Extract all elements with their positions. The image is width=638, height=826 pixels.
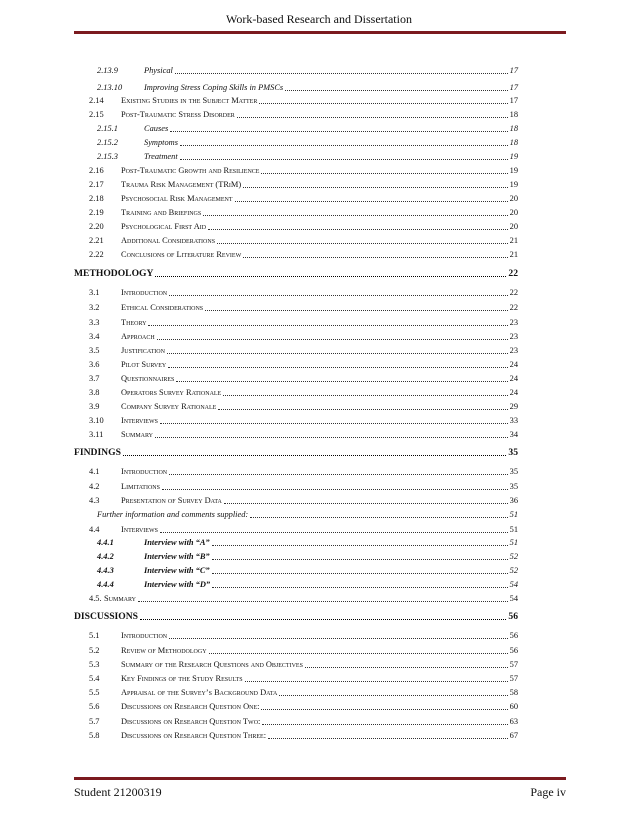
dot-leader (203, 206, 507, 216)
toc-row[interactable] (89, 299, 518, 313)
toc-number: 3.4 (89, 332, 100, 341)
toc-page-number: 23 (509, 332, 518, 341)
dot-leader (160, 523, 508, 533)
toc-number: 2.14 (89, 96, 104, 105)
toc-title: Interviews (121, 525, 158, 534)
toc-title: Causes (144, 124, 169, 133)
toc-title: Discussions on Research Question Two: (121, 717, 261, 726)
toc-row[interactable] (97, 534, 518, 548)
toc-title: Symptoms (144, 138, 178, 147)
toc-row[interactable] (89, 727, 518, 741)
toc-title: Justification (121, 346, 165, 355)
toc-page-number: 58 (509, 688, 518, 697)
toc-number: 3.6 (89, 360, 100, 369)
toc-page-number: 20 (509, 194, 518, 203)
toc-page-number: 56 (508, 611, 518, 622)
dot-leader (250, 508, 507, 518)
toc-title: Appraisal of the Survey’s Background Data (121, 688, 278, 697)
toc-number: 2.15.3 (97, 152, 118, 161)
toc-title: Summary (104, 594, 136, 603)
toc-row[interactable] (89, 328, 518, 342)
toc-number: 2.15 (89, 110, 104, 119)
toc-page-number: 67 (509, 731, 518, 740)
toc-row[interactable] (89, 92, 518, 106)
toc-page-number: 17 (509, 96, 518, 105)
toc-row[interactable] (97, 506, 518, 520)
toc-row[interactable] (89, 246, 518, 260)
toc-row[interactable] (89, 670, 518, 684)
toc-page-number: 18 (509, 110, 518, 119)
toc-number: 3.10 (89, 416, 104, 425)
toc-row[interactable] (89, 398, 518, 412)
dot-leader (168, 358, 507, 368)
toc-number: 3.3 (89, 318, 100, 327)
toc-title: Key Findings of the Study Results (121, 674, 243, 683)
toc-title: Summary of the Research Questions and Objectives (121, 660, 303, 669)
toc-title: FINDINGS (74, 447, 121, 458)
toc-row[interactable] (89, 492, 518, 506)
toc-number: 3.5 (89, 346, 100, 355)
toc-page-number: 54 (509, 594, 518, 603)
toc-row[interactable] (89, 162, 518, 176)
dot-leader (245, 672, 508, 682)
toc-title: Conclusions of Literature Review (121, 250, 242, 259)
toc-page-number: 22 (508, 268, 518, 279)
toc-page-number: 17 (509, 83, 518, 92)
toc-number: 2.19 (89, 208, 104, 217)
toc-page-number: 22 (509, 303, 518, 312)
toc-number: 2.16 (89, 166, 104, 175)
toc-page-number: 18 (509, 124, 518, 133)
toc-title: Company Survey Rationale (121, 402, 217, 411)
toc-page-number: 23 (509, 346, 518, 355)
toc-title: Interview with “A” (144, 538, 210, 547)
toc-title: Interviews (121, 416, 158, 425)
dot-leader (223, 386, 507, 396)
toc-number: 3.11 (89, 430, 104, 439)
dot-leader (209, 644, 508, 654)
toc-number: 2.15.1 (97, 124, 118, 133)
toc-row[interactable] (97, 134, 518, 148)
toc-row[interactable] (89, 642, 518, 656)
toc-title: Pilot Survey (121, 360, 167, 369)
dot-leader (160, 414, 508, 424)
toc-page-number: 29 (509, 402, 518, 411)
toc-row[interactable] (89, 370, 518, 384)
dot-leader (212, 550, 508, 560)
toc-row[interactable] (89, 384, 518, 398)
toc-row[interactable] (97, 79, 518, 93)
toc-title: Interview with “D” (144, 580, 211, 589)
toc-page-number: 34 (509, 430, 518, 439)
dot-leader (205, 301, 507, 311)
toc-number: 4.4.4 (97, 580, 114, 589)
toc-page-number: 52 (509, 552, 518, 561)
dot-leader (212, 578, 508, 588)
toc-row[interactable] (89, 356, 518, 370)
toc-title: Introduction (121, 288, 168, 297)
toc-number: 5.1 (89, 631, 100, 640)
toc-number: 4.2 (89, 482, 100, 491)
toc-page-number: 56 (509, 646, 518, 655)
toc-title: Ethical Considerations (121, 303, 204, 312)
toc-title: Operators Survey Rationale (121, 388, 222, 397)
dot-leader (237, 108, 508, 118)
toc-title: Existing Studies in the Subject Matter (121, 96, 258, 105)
dot-leader (279, 686, 507, 696)
toc-row[interactable] (89, 106, 518, 120)
toc-page-number: 51 (509, 538, 518, 547)
toc-page-number: 24 (509, 360, 518, 369)
dot-leader (261, 700, 507, 710)
toc-number: 3.2 (89, 303, 100, 312)
toc-number: 5.8 (89, 731, 100, 740)
toc-row[interactable] (97, 576, 518, 590)
toc-row[interactable] (89, 463, 518, 477)
toc-row[interactable] (89, 684, 518, 698)
dot-leader (169, 286, 508, 296)
toc-row[interactable] (97, 120, 518, 134)
toc-page-number: 23 (509, 318, 518, 327)
dot-leader (148, 316, 507, 326)
toc-title: Training and Briefings (121, 208, 202, 217)
toc-title: Interview with “C” (144, 566, 210, 575)
toc-page-number: 33 (509, 416, 518, 425)
toc-title: Limitations (121, 482, 160, 491)
toc-number: 3.1 (89, 288, 100, 297)
toc-number: 3.8 (89, 388, 100, 397)
toc-page-number: 19 (509, 152, 518, 161)
toc-page-number: 19 (509, 180, 518, 189)
toc-page-number: 35 (509, 467, 518, 476)
toc-page-number: 36 (509, 496, 518, 505)
toc-number: 4.4.3 (97, 566, 114, 575)
dot-leader (180, 136, 508, 146)
toc-row[interactable] (97, 562, 518, 576)
dot-leader (162, 480, 508, 490)
toc-title: Treatment (144, 152, 178, 161)
toc-title: Questionnaires (121, 374, 175, 383)
toc-number: 4.4.2 (97, 552, 114, 561)
toc-number: 5.2 (89, 646, 100, 655)
dot-leader (138, 592, 508, 602)
running-footer (74, 785, 566, 800)
toc-title: Theory (121, 318, 147, 327)
toc-number: 4.3 (89, 496, 100, 505)
dot-leader (243, 248, 507, 258)
dot-leader (169, 465, 508, 475)
toc-number: 5.6 (89, 702, 100, 711)
toc-number: 5.7 (89, 717, 100, 726)
toc-row[interactable] (89, 656, 518, 670)
dot-leader (170, 122, 507, 132)
toc-number: 2.13.9 (97, 66, 118, 75)
toc-page-number: 19 (509, 166, 518, 175)
toc-title: Introduction (121, 631, 168, 640)
toc-row[interactable] (97, 62, 518, 76)
dot-leader (243, 178, 507, 188)
toc-page-number: 56 (509, 631, 518, 640)
toc-page-number: 51 (509, 525, 518, 534)
toc-row[interactable] (97, 148, 518, 162)
toc-page-number: 24 (509, 374, 518, 383)
toc-page-number: 60 (509, 702, 518, 711)
toc-page-number: 52 (509, 566, 518, 575)
dot-leader (212, 536, 508, 546)
toc-row[interactable] (89, 521, 518, 535)
dot-leader (180, 150, 508, 160)
toc-number: 5.5 (89, 688, 100, 697)
toc-page-number: 17 (509, 66, 518, 75)
dot-leader (176, 372, 507, 382)
toc-row[interactable] (89, 204, 518, 218)
dot-leader (262, 715, 507, 725)
toc-page-number: 18 (509, 138, 518, 147)
toc-title: Review of Methodology (121, 646, 207, 655)
toc-page-number: 21 (509, 250, 518, 259)
toc-number: 4.5. (89, 594, 102, 603)
toc-title: Psychological First Aid (121, 222, 207, 231)
dot-leader (157, 330, 508, 340)
toc-title: Introduction (121, 467, 168, 476)
dot-leader (305, 658, 508, 668)
toc-title: Post-Traumatic Stress Disorder (121, 110, 235, 119)
toc-number: 5.3 (89, 660, 100, 669)
toc-number: 2.18 (89, 194, 104, 203)
toc-page-number: 63 (509, 717, 518, 726)
toc-row[interactable] (89, 284, 518, 298)
toc-row[interactable] (89, 590, 518, 604)
toc-number: 4.1 (89, 467, 100, 476)
dot-leader (261, 164, 507, 174)
toc-row[interactable] (89, 412, 518, 426)
toc-row[interactable] (97, 548, 518, 562)
toc-row[interactable] (89, 176, 518, 190)
toc-title: Physical (144, 66, 173, 75)
dot-leader (155, 428, 508, 438)
toc-row[interactable] (89, 713, 518, 727)
dot-leader (235, 192, 508, 202)
toc-chapter-row[interactable] (74, 444, 518, 458)
toc-number: 2.13.10 (97, 83, 123, 92)
toc-row[interactable] (89, 190, 518, 204)
toc-page-number: 20 (509, 208, 518, 217)
toc-title: Improving Stress Coping Skills in PMSCs (144, 83, 284, 92)
toc-number: 2.22 (89, 250, 104, 259)
toc-title: Trauma Risk Management (TRiM) (121, 180, 242, 189)
toc-row[interactable] (89, 232, 518, 246)
toc-row[interactable] (89, 627, 518, 641)
toc-title: METHODOLOGY (74, 268, 154, 279)
footer-rule (74, 777, 566, 780)
toc-row[interactable] (89, 426, 518, 440)
dot-leader (208, 220, 508, 230)
toc-number: 2.20 (89, 222, 104, 231)
dot-leader (224, 494, 508, 504)
toc-title: Post-Traumatic Growth and Resilience (121, 166, 260, 175)
dot-leader (123, 446, 506, 456)
toc-page-number: 21 (509, 236, 518, 245)
toc-title: Additional Considerations (121, 236, 216, 245)
toc-page-number: 22 (509, 288, 518, 297)
toc-page-number: 57 (509, 660, 518, 669)
toc-number: 2.21 (89, 236, 104, 245)
dot-leader (212, 564, 508, 574)
toc-number: 2.15.2 (97, 138, 118, 147)
toc-title: Discussions on Research Question One: (121, 702, 260, 711)
toc-title: Psychosocial Risk Management (121, 194, 233, 203)
toc-title: Interview with “B” (144, 552, 210, 561)
running-header: Work-based Research and Dissertation (226, 12, 412, 26)
student-id: Student 21200319 (74, 785, 162, 799)
dot-leader (217, 234, 508, 244)
dot-leader (175, 64, 508, 74)
toc-number: 5.4 (89, 674, 100, 683)
toc-page-number: 51 (509, 510, 518, 519)
dot-leader (259, 94, 507, 104)
dot-leader (167, 344, 508, 354)
toc-number: 3.9 (89, 402, 100, 411)
dot-leader (169, 629, 508, 639)
toc-row[interactable] (89, 342, 518, 356)
toc-title: Summary (121, 430, 153, 439)
toc-page-number: 35 (508, 447, 518, 458)
toc-title: Further information and comments supplied: (97, 510, 249, 519)
toc-page-number: 54 (509, 580, 518, 589)
toc-page-number: 20 (509, 222, 518, 231)
toc-title: Discussions on Research Question Three: (121, 731, 267, 740)
toc-number: 2.17 (89, 180, 104, 189)
toc-page-number: 35 (509, 482, 518, 491)
toc-page-number: 57 (509, 674, 518, 683)
toc-chapter-row[interactable] (74, 608, 518, 622)
dot-leader (140, 610, 506, 620)
toc-number: 3.7 (89, 374, 100, 383)
toc-page-number: 24 (509, 388, 518, 397)
toc-title: DISCUSSIONS (74, 611, 138, 622)
toc-row[interactable] (89, 314, 518, 328)
dot-leader (218, 400, 507, 410)
toc-number: 4.4.1 (97, 538, 114, 547)
toc-row[interactable] (89, 478, 518, 492)
toc-row[interactable] (89, 698, 518, 712)
dot-leader (155, 267, 506, 277)
dot-leader (268, 729, 508, 739)
toc-title: Approach (121, 332, 155, 341)
toc-title: Presentation of Survey Data (121, 496, 222, 505)
toc-row[interactable] (89, 218, 518, 232)
page-number: Page iv (530, 785, 566, 799)
dot-leader (285, 81, 507, 91)
toc-chapter-row[interactable] (74, 265, 518, 279)
toc-number: 4.4 (89, 525, 100, 534)
